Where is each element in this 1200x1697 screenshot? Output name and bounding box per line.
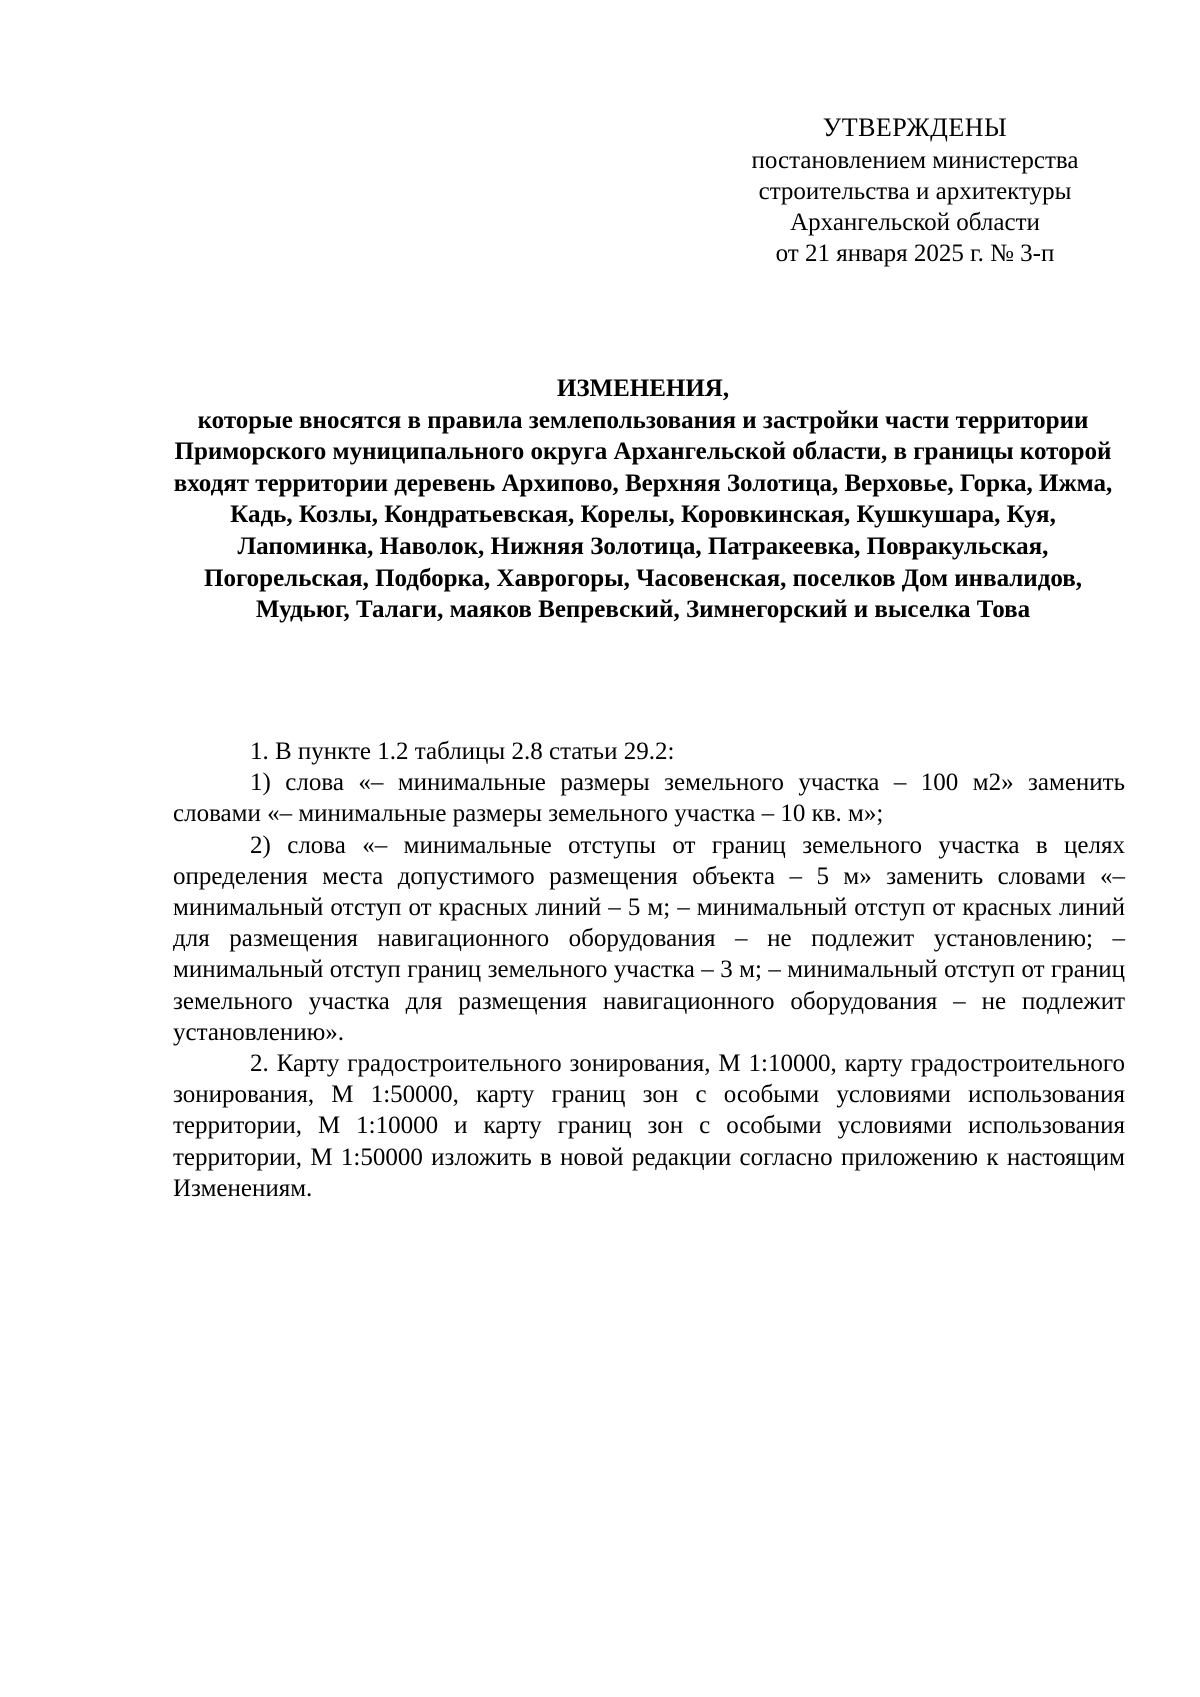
approval-stamp <box>700 112 1130 269</box>
paragraph-item-2: 2. Карту градостроительного зонирования, М 1:10000, карту градостроительного зонирования, М 1:50000, карту границ зон с особыми условиями использования территории, М 1:10000 и карту границ зон с особыми условиями использования территории, М 1:50000 изложить в новой редакции согласно приложению к настоящим Изменениям. <box>173 1050 1125 1202</box>
document-title: ИЗМЕНЕНИЯ, <box>556 375 730 402</box>
paragraph-subitem-2: 2) слова «– минимальные отступы от границ земельного участка в целях определения места допустимого размещения объекта – 5 м» заменить словами «– минимальный отступ от красных линий – 5 м; – минимальный отступ от красных линий для размещения навигационного оборудования – не подлежит установлению; – минимальный отступ границ земельного участка – 3 м; – минимальный отступ от границ земельного участка для размещения навигационного оборудования – не подлежит установлению». <box>173 831 1125 1046</box>
document-subtitle: которые вносятся в правила землепользования и застройки части территории Приморского муниципального округа Архангельской области, в границы которой входят территории деревень Архипово, Верхняя Золотица, Верховье, Горка, Ижма, Кадь, Козлы, Кондратьевская, Корелы, Коровкинская, Кушкушара, Куя, Лапоминка, Наволок, Нижняя Золотица, Патракеевка, Повракульская, Погорельская, Подборка, Хаврогоры, Часовенская, поселков Дом инвалидов, Мудьюг, Талаги, маяков Вепревский, Зимнегорский и выселка Това <box>173 406 1113 624</box>
approval-line-decree: постановлением министерства <box>751 147 1079 174</box>
paragraph-item-1: 1. В пункте 1.2 таблицы 2.8 статьи 29.2: <box>250 738 675 765</box>
approval-line-ministry: строительства и архитектуры <box>758 178 1072 205</box>
approval-line-region: Архангельской области <box>790 209 1040 236</box>
approval-title: УТВЕРЖДЕНЫ <box>822 113 1008 142</box>
approval-line-date: от 21 января 2025 г. № 3-п <box>775 240 1055 267</box>
paragraph-subitem-1: 1) слова «– минимальные размеры земельного участка – 100 м2» заменить словами «– минимальные размеры земельного участка – 10 кв. м»; <box>173 769 1125 828</box>
document-body <box>173 736 1125 1204</box>
document-heading <box>160 373 1126 626</box>
